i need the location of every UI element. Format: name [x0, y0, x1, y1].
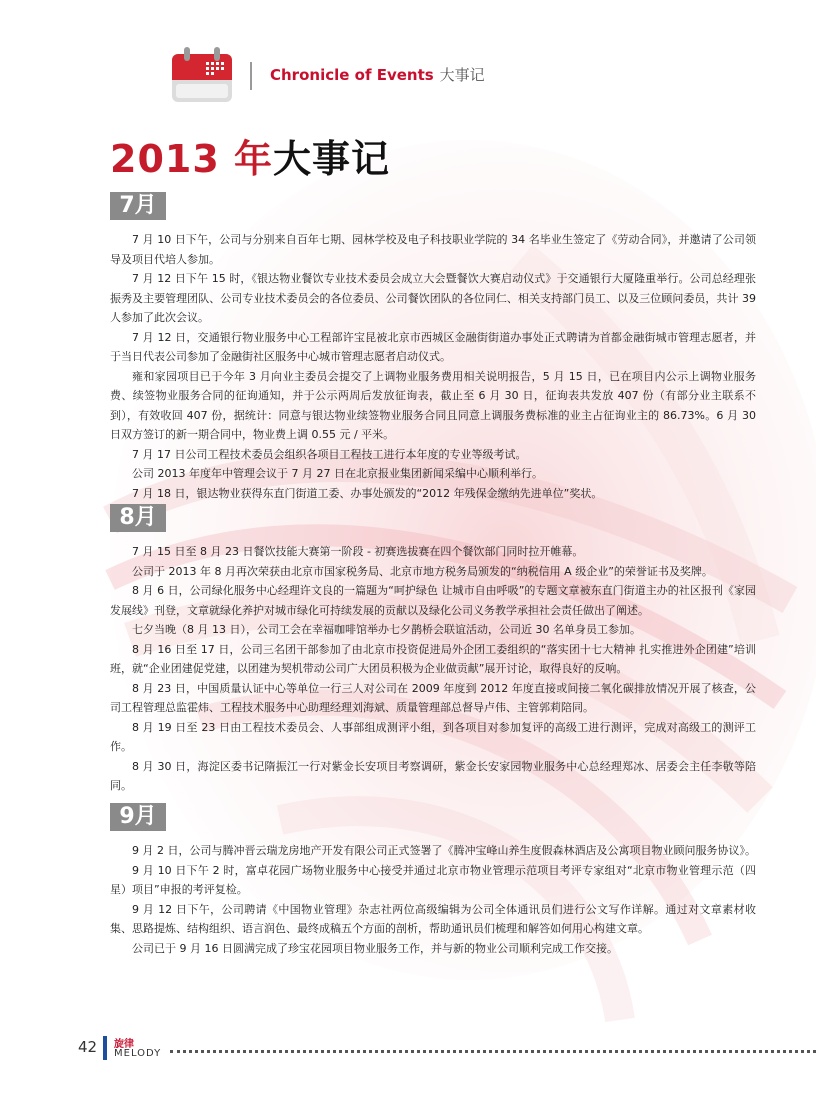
event-paragraph: 公司 2013 年度年中管理会议于 7 月 27 日在北京报业集团新闻采编中心顺利举行。	[132, 467, 543, 480]
header-title-cn: 大事记	[439, 66, 485, 84]
event-paragraph: 7 月 18 日，银达物业获得东直门街道工委、办事处颁发的“2012 年残保金缴纳先进单位”奖状。	[132, 486, 603, 500]
magazine-name-cn: 旋律	[114, 1039, 134, 1050]
event-paragraph: 8 月 16 日至 17 日，公司三名团干部参加了由北京市投资促进局外企团工委组织的“落实团十七大精神 扎实推进外企团建”培训班，就“企业团建促党建，以团建为契机带动公司广大团员积极为企业做贡献”展开讨论，取得良好的反响。	[110, 642, 756, 675]
page-title	[110, 128, 390, 183]
event-paragraph: 8 月 6 日，公司绿化服务中心经理许文良的一篇题为“呵护绿色 让城市自由呼吸”的专题文章被东直门街道主办的社区报刊《家园发展线》刊登，文章就绿化养护对城市绿化可持续发展的贡献以及绿化公司义务教学承担社会责任做出了阐述。	[110, 584, 756, 617]
month-badge-july: 7月	[110, 192, 166, 220]
section-august	[110, 542, 756, 796]
page-number: 42	[78, 1038, 98, 1056]
event-paragraph: 公司已于 9 月 16 日圆满完成了珍宝花园项目物业服务工作，并与新的物业公司顺利完成工作交接。	[132, 941, 618, 955]
event-paragraph: 9 月 2 日，公司与腾冲晋云瑞龙房地产开发有限公司正式签署了《腾冲宝峰山养生度假森林酒店及公寓项目物业顾问服务协议》。	[132, 844, 756, 857]
event-paragraph: 8 月 30 日，海淀区委书记隋振江一行对紫金长安项目考察调研，紫金长安家园物业服务中心总经理郑冰、居委会主任李敬等陪同。	[110, 759, 756, 792]
event-paragraph: 8 月 19 日至 23 日由工程技术委员会、人事部组成测评小组，到各项目对参加复评的高级工进行测评，完成对高级工的测评工作。	[110, 720, 756, 753]
section-september	[110, 841, 756, 958]
footer-dotted-rule	[170, 1050, 816, 1053]
header-divider	[250, 62, 252, 90]
calendar-icon	[170, 44, 234, 104]
footer-bar	[103, 1036, 107, 1060]
header-title-en: Chronicle of Events	[270, 66, 434, 84]
event-paragraph: 9 月 10 日下午 2 时，富卓花园广场物业服务中心接受并通过北京市物业管理示范项目考评专家组对“北京市物业管理示范（四星）项目”申报的考评复检。	[110, 863, 756, 896]
event-paragraph: 9 月 12 日下午，公司聘请《中国物业管理》杂志社两位高级编辑为公司全体通讯员们进行公文写作详解。通过对文章素材收集、思路提炼、结构组织、语言润色、最终成稿五个方面的剖析，帮助通讯员们梳理和解答如何用心构建文章。	[110, 902, 756, 935]
section-july	[110, 230, 756, 503]
event-paragraph: 七夕当晚（8 月 13 日），公司工会在幸福咖啡馆举办七夕鹊桥会联谊活动，公司近 30 名单身员工参加。	[132, 623, 641, 636]
header-title	[270, 64, 485, 85]
event-paragraph: 7 月 10 日下午，公司与分别来自百年七期、园林学校及电子科技职业学院的 34 名毕业生签定了《劳动合同》，并邀请了公司领导及项目代培人参加。	[110, 233, 756, 266]
magazine-name-en: MELODY	[114, 1048, 162, 1059]
month-badge-september: 9月	[110, 803, 166, 831]
page-title-rest: 大事记	[273, 137, 391, 181]
page-title-year: 2013 年	[110, 137, 273, 181]
event-paragraph: 8 月 23 日，中国质量认证中心等单位一行三人对公司在 2009 年度到 2012 年度直接或间接二氧化碳排放情况开展了核查，公司工程管理总监霍炜、工程技术服务中心助理经理刘海斌、质量管理部总督导卢伟、主管郭莉陪同。	[110, 681, 756, 714]
event-paragraph: 7 月 17 日公司工程技术委员会组织各项目工程技工进行本年度的专业等级考试。	[132, 447, 527, 461]
event-paragraph: 雍和家园项目已于今年 3 月向业主委员会提交了上调物业服务费用相关说明报告，5 月 15 日，已在项目内公示上调物业服务费、续签物业服务合同的征询通知，并于公示两周后发放征询表，截止至 6 月 30 日，征询表共发放 407 份（有部分业主联系不到），有效收回 407 份，据统计：同意与银达物业续签物业服务合同且同意上调服务费标准的业主占征询业主的 86.73%。6 月 30 日双方签订的新一期合同中，物业费上调 0.55 元 / 平米。	[110, 369, 756, 441]
event-paragraph: 公司于 2013 年 8 月再次荣获由北京市国家税务局、北京市地方税务局颁发的“纳税信用 A 级企业”的荣誉证书及奖牌。	[132, 564, 713, 578]
event-paragraph: 7 月 12 日，交通银行物业服务中心工程部许宝昆被北京市西城区金融街街道办事处正式聘请为首都金融街城市管理志愿者，并于当日代表公司参加了金融街社区服务中心城市管理志愿者启动仪式。	[110, 330, 756, 363]
event-paragraph: 7 月 15 日至 8 月 23 日餐饮技能大赛第一阶段 - 初赛选拔赛在四个餐饮部门同时拉开帷幕。	[132, 545, 584, 558]
event-paragraph: 7 月 12 日下午 15 时，《银达物业餐饮专业技术委员会成立大会暨餐饮大赛启动仪式》于交通银行大厦隆重举行。公司总经理张振秀及主要管理团队、公司专业技术委员会的各位委员、公司餐饮团队的各位同仁、相关支持部门员工、以及三位顾问委员，共计 39 人参加了此次会议。	[110, 272, 756, 324]
month-badge-august: 8月	[110, 504, 166, 532]
